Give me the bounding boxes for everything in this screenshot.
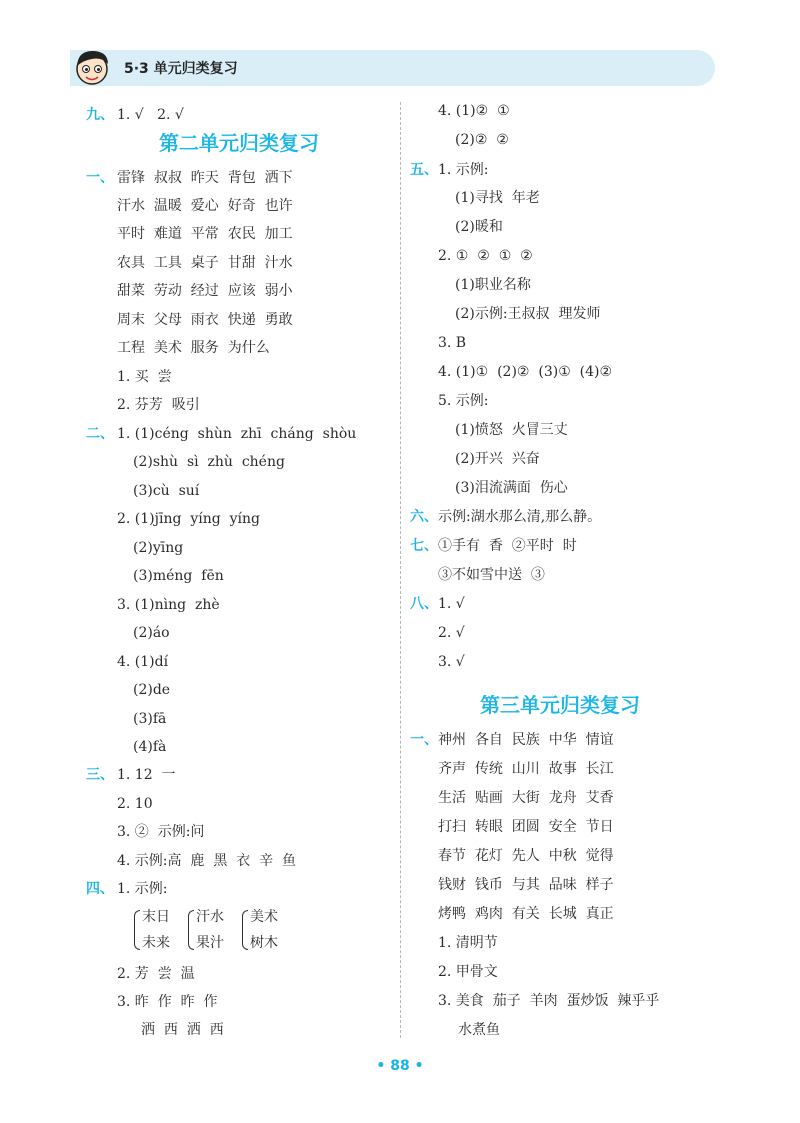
- answer-line: 3. B: [438, 335, 467, 351]
- answer-line: 1. 示例:: [117, 881, 168, 897]
- header-title: 5·3 单元归类复习: [124, 61, 238, 77]
- answer-line: 洒 西 洒 西: [141, 1022, 224, 1038]
- answer-line: 烤鸭 鸡肉 有关 长城 真正: [438, 906, 614, 922]
- answer-line: 2. √: [438, 625, 465, 641]
- answer-line: 2. 芳 尝 温: [117, 966, 195, 982]
- answer-line: 1. √ 2. √: [117, 107, 184, 123]
- answer-line: (4)fà: [133, 739, 167, 755]
- answer-line: 神州 各自 民族 中华 情谊: [438, 732, 614, 748]
- answer-line: 5. 示例:: [438, 393, 489, 409]
- answer-line: 1. 清明节: [438, 935, 498, 951]
- answer-line: (2)② ②: [455, 132, 509, 148]
- answer-line: (3)fā: [133, 711, 167, 727]
- answer-line: (1)愤怒 火冒三丈: [455, 422, 568, 438]
- answer-line: 生活 贴画 大街 龙舟 艾香: [438, 790, 614, 806]
- section-marker-4: 四、: [86, 881, 114, 897]
- answer-line: (2)示例:王叔叔 理发师: [455, 306, 601, 322]
- answer-line: 打扫 转眼 团圆 安全 节日: [438, 819, 614, 835]
- answer-line: (1)职业名称: [455, 277, 531, 293]
- answer-line: (2)暖和: [455, 219, 503, 235]
- answer-line: 2. ① ② ① ②: [438, 248, 533, 264]
- group-word: 果汁: [196, 935, 224, 951]
- answer-line: 2. 10: [117, 796, 153, 812]
- answer-line: 甜菜 劳动 经过 应该 弱小: [117, 283, 293, 299]
- answer-line: 3. ② 示例:问: [117, 824, 205, 840]
- answer-line: 齐声 传统 山川 故事 长江: [438, 761, 614, 777]
- answer-line: (2)de: [133, 682, 171, 698]
- answer-line: 1. 示例:: [438, 162, 489, 178]
- group-word: 未来: [142, 935, 170, 951]
- group-word: 美术: [250, 909, 278, 925]
- answer-line: 2. (1)jīng yíng yíng: [117, 511, 260, 527]
- brace-1: [134, 910, 140, 950]
- answer-line: 汗水 温暖 爱心 好奇 也许: [117, 198, 293, 214]
- answer-line: ①手有 香 ②平时 时: [438, 538, 577, 554]
- answer-line: 1. (1)céng shùn zhī cháng shòu: [117, 426, 357, 442]
- section-marker-6: 六、: [410, 509, 438, 525]
- answer-line: 1. √: [438, 596, 465, 612]
- answer-line: (3)méng fēn: [133, 568, 224, 584]
- answer-line: 4. (1)② ①: [438, 103, 510, 119]
- answer-line: 4. (1)dí: [117, 654, 169, 670]
- answer-line: 雷锋 叔叔 昨天 背包 洒下: [117, 170, 293, 186]
- answer-line: 1. 买 尝: [117, 369, 172, 385]
- answer-line: 周末 父母 雨衣 快递 勇敢: [117, 312, 293, 328]
- answer-line: 1. 12 一: [117, 767, 176, 783]
- group-word: 汗水: [196, 909, 224, 925]
- section-marker-3: 三、: [86, 767, 114, 783]
- answer-line: 4. (1)① (2)② (3)① (4)②: [438, 364, 613, 380]
- answer-line: 3. 昨 作 昨 作: [117, 994, 218, 1010]
- answer-line: 3. √: [438, 654, 465, 670]
- answer-line: 2. 甲骨文: [438, 964, 498, 980]
- answer-line: 水煮鱼: [458, 1022, 500, 1038]
- unit3-title: 第三单元归类复习: [480, 693, 640, 717]
- answer-line: 示例:湖水那么清,那么静。: [438, 509, 602, 525]
- brace-3: [242, 910, 248, 950]
- boy-mascot-icon: [70, 44, 114, 88]
- answer-line: 3. (1)nìng zhè: [117, 597, 220, 613]
- section-marker-2: 二、: [86, 426, 114, 442]
- group-word: 树木: [250, 935, 278, 951]
- group-word: 末日: [142, 909, 170, 925]
- section-marker-9: 九、: [86, 107, 114, 123]
- answer-line: (2)yīng: [133, 540, 184, 556]
- answer-line: 春节 花灯 先人 中秋 觉得: [438, 848, 614, 864]
- answer-line: (2)shù sì zhù chéng: [133, 454, 285, 470]
- unit2-title: 第二单元归类复习: [159, 131, 319, 155]
- answer-line: (3)cù suí: [133, 483, 200, 499]
- answer-line: ③不如雪中送 ③: [438, 567, 545, 583]
- section-marker-1b: 一、: [410, 732, 438, 748]
- section-marker-1: 一、: [86, 170, 114, 186]
- answer-line: (3)泪流满面 伤心: [455, 480, 568, 496]
- answer-line: 2. 芬芳 吸引: [117, 397, 200, 413]
- answer-line: 农具 工具 桌子 甘甜 汁水: [117, 255, 293, 271]
- answer-line: 4. 示例:高 鹿 黑 衣 辛 鱼: [117, 853, 297, 869]
- answer-line: 工程 美术 服务 为什么: [117, 340, 270, 356]
- answer-line: (1)寻找 年老: [455, 190, 540, 206]
- section-marker-8: 八、: [410, 596, 438, 612]
- answer-line: (2)开兴 兴奋: [455, 451, 540, 467]
- section-marker-5: 五、: [410, 162, 438, 178]
- section-marker-7: 七、: [410, 538, 438, 554]
- page-number: • 88 •: [376, 1058, 424, 1074]
- answer-line: (2)áo: [133, 625, 170, 641]
- answer-line: 3. 美食 茄子 羊肉 蛋炒饭 辣乎乎: [438, 993, 660, 1009]
- column-divider: [400, 102, 401, 1038]
- answer-line: 钱财 钱币 与其 品味 样子: [438, 877, 614, 893]
- answer-line: 平时 难道 平常 农民 加工: [117, 226, 293, 242]
- brace-2: [188, 910, 194, 950]
